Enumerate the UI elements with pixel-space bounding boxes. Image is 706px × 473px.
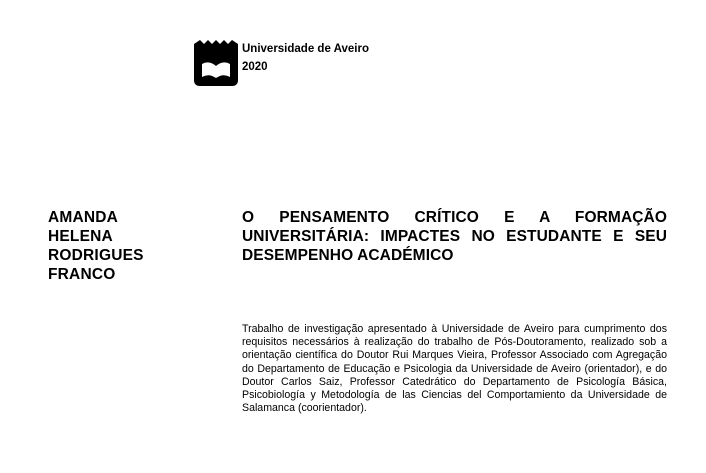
university-logo-icon: [194, 40, 238, 86]
author-name: [48, 208, 198, 284]
author-name-line: FRANCO: [48, 266, 116, 283]
publication-year: 2020: [242, 61, 268, 73]
author-name-line: RODRIGUES: [48, 247, 144, 264]
thesis-description: Trabalho de investigação apresentado à Universidade de Aveiro para cumprimento dos requisitos necessários à realização do trabalho de Pós-Doutoramento, realizado sob a orientação científica do Doutor Rui Marques Vieira, Professor Associado com Agregação do Departamento de Educação e Psicologia da Universidade de Aveiro (orientador), e do Doutor Carlos Saiz, Professor Catedrático do Departamento de Psicología Básica, Psicobiología y Metodología de las Ciencias del Comportamiento da Universidade de Salamanca (coorientador).: [242, 323, 667, 415]
thesis-title: O PENSAMENTO CRÍTICO E A FORMAÇÃO UNIVERSITÁRIA: IMPACTES NO ESTUDANTE E SEU DESEMPENHO ACADÉMICO: [242, 209, 667, 264]
author-name-line: HELENA: [48, 228, 113, 245]
institution-block: [242, 40, 369, 76]
author-name-line: AMANDA: [48, 209, 119, 226]
institution-name: Universidade de Aveiro: [242, 43, 369, 55]
